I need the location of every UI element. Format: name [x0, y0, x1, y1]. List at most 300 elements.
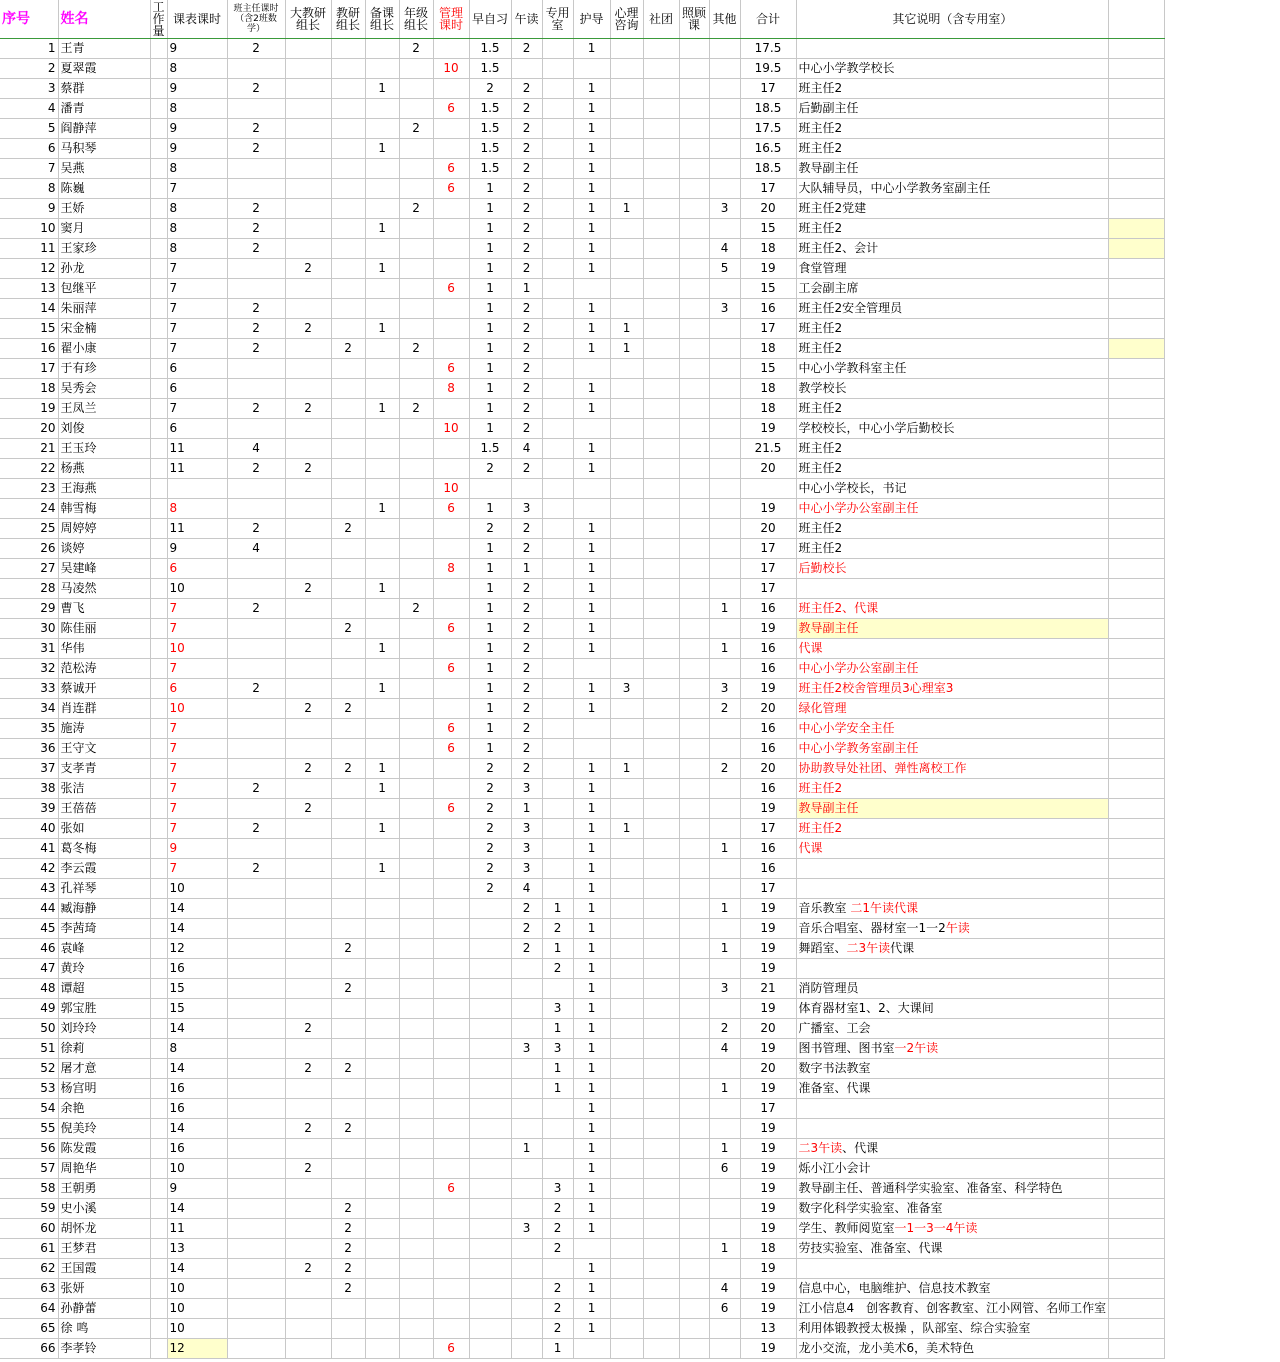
cell-hd[interactable]: 1: [573, 1138, 610, 1158]
cell-zzx[interactable]: 1: [469, 558, 511, 578]
cell-bk[interactable]: 1: [365, 678, 399, 698]
cell-jy[interactable]: [331, 918, 365, 938]
cell-djy[interactable]: [285, 298, 331, 318]
cell-sm[interactable]: [796, 498, 1109, 518]
cell-wd[interactable]: [511, 478, 542, 498]
cell-name[interactable]: 葛冬梅: [58, 838, 150, 858]
cell-st[interactable]: [643, 878, 679, 898]
cell-bk[interactable]: [365, 1318, 399, 1338]
cell-nj[interactable]: [399, 58, 433, 78]
cell-bzr[interactable]: [227, 718, 285, 738]
cell-work[interactable]: [150, 1058, 167, 1078]
cell-bk[interactable]: 1: [365, 218, 399, 238]
cell-st[interactable]: [643, 1338, 679, 1358]
cell-zy[interactable]: 2: [542, 1238, 573, 1258]
cell-zy[interactable]: [542, 658, 573, 678]
cell-idx[interactable]: 23: [0, 478, 58, 498]
cell-kb[interactable]: 8: [167, 198, 227, 218]
cell-idx[interactable]: 17: [0, 358, 58, 378]
cell-qt[interactable]: [709, 398, 740, 418]
cell-djy[interactable]: [285, 678, 331, 698]
cell-qt[interactable]: [709, 78, 740, 98]
cell-jy[interactable]: [331, 378, 365, 398]
cell-jy[interactable]: [331, 278, 365, 298]
cell-kb[interactable]: 16: [167, 1098, 227, 1118]
cell-st[interactable]: [643, 518, 679, 538]
cell-nj[interactable]: [399, 378, 433, 398]
cell-wd[interactable]: 2: [511, 758, 542, 778]
cell-zzx[interactable]: 1: [469, 638, 511, 658]
cell-djy[interactable]: 2: [285, 758, 331, 778]
cell-zy[interactable]: 3: [542, 1178, 573, 1198]
cell-sm[interactable]: [796, 998, 1109, 1018]
cell-work[interactable]: [150, 1118, 167, 1138]
cell-bzr[interactable]: [227, 58, 285, 78]
cell-zzx[interactable]: 1: [469, 358, 511, 378]
cell-hj[interactable]: 16.5: [740, 138, 796, 158]
cell-kb[interactable]: 14: [167, 1198, 227, 1218]
cell-st[interactable]: [643, 298, 679, 318]
cell-st[interactable]: [643, 678, 679, 698]
cell-nj[interactable]: [399, 358, 433, 378]
cell-bk[interactable]: [365, 1078, 399, 1098]
cell-zg[interactable]: [679, 1018, 709, 1038]
cell-sm[interactable]: [796, 358, 1109, 378]
cell-work[interactable]: [150, 478, 167, 498]
cell-kb[interactable]: 7: [167, 178, 227, 198]
cell-djy[interactable]: [285, 598, 331, 618]
cell-gl[interactable]: [433, 398, 469, 418]
cell-hd[interactable]: 1: [573, 1218, 610, 1238]
cell-name[interactable]: 阎静萍: [58, 118, 150, 138]
cell-zg[interactable]: [679, 438, 709, 458]
cell-hd[interactable]: 1: [573, 1018, 610, 1038]
cell-hj[interactable]: 17: [740, 1098, 796, 1118]
cell-qt[interactable]: [709, 778, 740, 798]
cell-bk[interactable]: [365, 438, 399, 458]
cell-djy[interactable]: [285, 1198, 331, 1218]
cell-jy[interactable]: 2: [331, 1218, 365, 1238]
cell-idx[interactable]: 9: [0, 198, 58, 218]
cell-jy[interactable]: [331, 358, 365, 378]
cell-zzx[interactable]: 1: [469, 258, 511, 278]
cell-kb[interactable]: 10: [167, 698, 227, 718]
cell-sm[interactable]: [796, 598, 1109, 618]
cell-st[interactable]: [643, 1258, 679, 1278]
cell-zy[interactable]: [542, 318, 573, 338]
cell-idx[interactable]: 11: [0, 238, 58, 258]
cell-hj[interactable]: 20: [740, 518, 796, 538]
cell-st[interactable]: [643, 1298, 679, 1318]
cell-sm[interactable]: [796, 198, 1109, 218]
cell-xl[interactable]: 1: [610, 198, 643, 218]
cell-name[interactable]: 袁峰: [58, 938, 150, 958]
cell-zg[interactable]: [679, 78, 709, 98]
cell-gl[interactable]: [433, 238, 469, 258]
cell-qt[interactable]: 1: [709, 938, 740, 958]
cell-zy[interactable]: [542, 758, 573, 778]
cell-wd[interactable]: 3: [511, 818, 542, 838]
cell-gl[interactable]: [433, 778, 469, 798]
cell-qt[interactable]: 6: [709, 1298, 740, 1318]
cell-kb[interactable]: 14: [167, 1118, 227, 1138]
cell-wd[interactable]: 3: [511, 838, 542, 858]
cell-zg[interactable]: [679, 798, 709, 818]
cell-qt[interactable]: [709, 818, 740, 838]
cell-gl[interactable]: [433, 1118, 469, 1138]
cell-zy[interactable]: [542, 158, 573, 178]
cell-zy[interactable]: 3: [542, 1038, 573, 1058]
cell-hj[interactable]: 19: [740, 1298, 796, 1318]
cell-name[interactable]: 曹飞: [58, 598, 150, 618]
cell-zg[interactable]: [679, 1158, 709, 1178]
cell-bzr[interactable]: 2: [227, 818, 285, 838]
cell-nj[interactable]: [399, 658, 433, 678]
cell-wd[interactable]: [511, 58, 542, 78]
col-header-homeroom-hours[interactable]: 班主任课时（含2班数学）: [227, 0, 285, 38]
cell-sm[interactable]: [796, 798, 1109, 818]
cell-djy[interactable]: 2: [285, 1118, 331, 1138]
cell-name[interactable]: 郭宝胜: [58, 998, 150, 1018]
cell-bzr[interactable]: [227, 558, 285, 578]
cell-nj[interactable]: [399, 738, 433, 758]
cell-nj[interactable]: [399, 418, 433, 438]
cell-sm[interactable]: [796, 898, 1109, 918]
cell-wd[interactable]: 2: [511, 518, 542, 538]
cell-xl[interactable]: [610, 938, 643, 958]
cell-idx[interactable]: 21: [0, 438, 58, 458]
cell-zy[interactable]: 2: [542, 1198, 573, 1218]
cell-hj[interactable]: 19: [740, 1038, 796, 1058]
cell-jy[interactable]: 2: [331, 1058, 365, 1078]
cell-sm[interactable]: [796, 218, 1109, 238]
cell-wd[interactable]: 2: [511, 678, 542, 698]
cell-bzr[interactable]: [227, 1278, 285, 1298]
cell-work[interactable]: [150, 1158, 167, 1178]
cell-zzx[interactable]: [469, 1158, 511, 1178]
cell-hj[interactable]: 17: [740, 578, 796, 598]
cell-xl[interactable]: [610, 958, 643, 978]
cell-st[interactable]: [643, 318, 679, 338]
cell-sm[interactable]: [796, 38, 1109, 58]
cell-bzr[interactable]: 2: [227, 198, 285, 218]
cell-djy[interactable]: [285, 1238, 331, 1258]
cell-idx[interactable]: 28: [0, 578, 58, 598]
cell-zzx[interactable]: 1: [469, 678, 511, 698]
cell-bzr[interactable]: [227, 998, 285, 1018]
cell-bzr[interactable]: [227, 838, 285, 858]
cell-hd[interactable]: 1: [573, 818, 610, 838]
cell-gl[interactable]: 6: [433, 158, 469, 178]
cell-name[interactable]: 王家珍: [58, 238, 150, 258]
cell-qt[interactable]: [709, 1258, 740, 1278]
cell-name[interactable]: 王梦君: [58, 1238, 150, 1258]
cell-sm[interactable]: [796, 918, 1109, 938]
cell-sm[interactable]: [796, 778, 1109, 798]
cell-zy[interactable]: [542, 638, 573, 658]
cell-nj[interactable]: [399, 1238, 433, 1258]
col-header-notes[interactable]: 其它说明（含专用室）: [796, 0, 1109, 38]
col-header-major-research-lead[interactable]: 大教研组长: [285, 0, 331, 38]
cell-sm[interactable]: [796, 858, 1109, 878]
cell-bzr[interactable]: [227, 798, 285, 818]
cell-sm[interactable]: [796, 658, 1109, 678]
cell-st[interactable]: [643, 1098, 679, 1118]
cell-st[interactable]: [643, 818, 679, 838]
cell-st[interactable]: [643, 978, 679, 998]
cell-zg[interactable]: [679, 478, 709, 498]
cell-gl[interactable]: [433, 678, 469, 698]
cell-idx[interactable]: 33: [0, 678, 58, 698]
cell-gl[interactable]: [433, 78, 469, 98]
cell-kb[interactable]: 7: [167, 758, 227, 778]
cell-wd[interactable]: 2: [511, 658, 542, 678]
cell-djy[interactable]: [285, 1038, 331, 1058]
cell-work[interactable]: [150, 1298, 167, 1318]
cell-zy[interactable]: [542, 218, 573, 238]
cell-nj[interactable]: [399, 958, 433, 978]
cell-xl[interactable]: [610, 1098, 643, 1118]
cell-zg[interactable]: [679, 1098, 709, 1118]
cell-nj[interactable]: [399, 1198, 433, 1218]
cell-kb[interactable]: 8: [167, 218, 227, 238]
cell-xl[interactable]: [610, 978, 643, 998]
cell-djy[interactable]: [285, 658, 331, 678]
cell-zy[interactable]: 2: [542, 918, 573, 938]
cell-name[interactable]: 王蓓蓓: [58, 798, 150, 818]
cell-name[interactable]: 马凌然: [58, 578, 150, 598]
cell-kb[interactable]: 10: [167, 1318, 227, 1338]
cell-work[interactable]: [150, 1198, 167, 1218]
cell-qt[interactable]: 5: [709, 258, 740, 278]
cell-work[interactable]: [150, 178, 167, 198]
cell-wd[interactable]: 2: [511, 618, 542, 638]
cell-kb[interactable]: 7: [167, 298, 227, 318]
cell-sm[interactable]: [796, 878, 1109, 898]
cell-sm[interactable]: [796, 1198, 1109, 1218]
cell-gl[interactable]: [433, 958, 469, 978]
cell-djy[interactable]: 2: [285, 1158, 331, 1178]
cell-gl[interactable]: [433, 698, 469, 718]
cell-st[interactable]: [643, 958, 679, 978]
cell-nj[interactable]: [399, 1078, 433, 1098]
cell-sm[interactable]: [796, 1138, 1109, 1158]
cell-bk[interactable]: 1: [365, 498, 399, 518]
cell-nj[interactable]: [399, 558, 433, 578]
cell-wd[interactable]: 2: [511, 198, 542, 218]
cell-hj[interactable]: 20: [740, 458, 796, 478]
cell-zy[interactable]: [542, 138, 573, 158]
cell-zg[interactable]: [679, 818, 709, 838]
cell-djy[interactable]: [285, 98, 331, 118]
cell-bzr[interactable]: [227, 1038, 285, 1058]
cell-hd[interactable]: 1: [573, 958, 610, 978]
cell-wd[interactable]: 2: [511, 918, 542, 938]
cell-wd[interactable]: 2: [511, 898, 542, 918]
cell-hd[interactable]: 1: [573, 578, 610, 598]
cell-work[interactable]: [150, 1098, 167, 1118]
cell-hj[interactable]: 19: [740, 1118, 796, 1138]
cell-work[interactable]: [150, 818, 167, 838]
cell-st[interactable]: [643, 1078, 679, 1098]
cell-gl[interactable]: 6: [433, 278, 469, 298]
cell-st[interactable]: [643, 578, 679, 598]
cell-xl[interactable]: [610, 218, 643, 238]
cell-idx[interactable]: 63: [0, 1278, 58, 1298]
cell-zg[interactable]: [679, 658, 709, 678]
cell-jy[interactable]: [331, 318, 365, 338]
cell-bk[interactable]: [365, 1138, 399, 1158]
cell-st[interactable]: [643, 798, 679, 818]
cell-work[interactable]: [150, 1218, 167, 1238]
cell-sm[interactable]: [796, 298, 1109, 318]
cell-name[interactable]: 李茜琦: [58, 918, 150, 938]
cell-djy[interactable]: 2: [285, 698, 331, 718]
cell-xl[interactable]: 1: [610, 338, 643, 358]
cell-gl[interactable]: 6: [433, 658, 469, 678]
cell-jy[interactable]: [331, 198, 365, 218]
cell-bk[interactable]: [365, 458, 399, 478]
cell-zg[interactable]: [679, 1278, 709, 1298]
cell-xl[interactable]: [610, 398, 643, 418]
cell-name[interactable]: 倪美玲: [58, 1118, 150, 1138]
cell-zy[interactable]: 2: [542, 958, 573, 978]
cell-sm[interactable]: [796, 1218, 1109, 1238]
cell-idx[interactable]: 47: [0, 958, 58, 978]
cell-xl[interactable]: [610, 658, 643, 678]
cell-hj[interactable]: 15: [740, 358, 796, 378]
cell-bzr[interactable]: [227, 178, 285, 198]
cell-bk[interactable]: [365, 978, 399, 998]
cell-idx[interactable]: 10: [0, 218, 58, 238]
cell-hj[interactable]: 19: [740, 498, 796, 518]
cell-hd[interactable]: 1: [573, 798, 610, 818]
cell-djy[interactable]: [285, 998, 331, 1018]
cell-bk[interactable]: [365, 598, 399, 618]
cell-zy[interactable]: 1: [542, 1338, 573, 1358]
cell-jy[interactable]: [331, 538, 365, 558]
cell-zzx[interactable]: 1.5: [469, 158, 511, 178]
cell-zg[interactable]: [679, 1298, 709, 1318]
cell-hd[interactable]: 1: [573, 1198, 610, 1218]
cell-gl[interactable]: [433, 458, 469, 478]
cell-xl[interactable]: [610, 1338, 643, 1358]
cell-work[interactable]: [150, 938, 167, 958]
cell-bzr[interactable]: 4: [227, 438, 285, 458]
cell-zzx[interactable]: [469, 478, 511, 498]
cell-hd[interactable]: 1: [573, 1078, 610, 1098]
cell-djy[interactable]: [285, 958, 331, 978]
cell-xl[interactable]: [610, 598, 643, 618]
cell-zy[interactable]: [542, 1118, 573, 1138]
cell-wd[interactable]: 1: [511, 798, 542, 818]
cell-zg[interactable]: [679, 958, 709, 978]
cell-kb[interactable]: 15: [167, 978, 227, 998]
cell-zzx[interactable]: 1.5: [469, 38, 511, 58]
cell-work[interactable]: [150, 338, 167, 358]
cell-idx[interactable]: 54: [0, 1098, 58, 1118]
cell-zzx[interactable]: 1: [469, 698, 511, 718]
cell-bzr[interactable]: [227, 278, 285, 298]
cell-bk[interactable]: [365, 958, 399, 978]
cell-name[interactable]: 黄玲: [58, 958, 150, 978]
cell-nj[interactable]: [399, 938, 433, 958]
cell-hd[interactable]: [573, 718, 610, 738]
col-header-workload[interactable]: 工作量: [150, 0, 167, 38]
cell-nj[interactable]: [399, 1298, 433, 1318]
cell-djy[interactable]: [285, 978, 331, 998]
cell-bk[interactable]: [365, 538, 399, 558]
cell-qt[interactable]: [709, 318, 740, 338]
cell-hj[interactable]: 18: [740, 338, 796, 358]
cell-hd[interactable]: 1: [573, 438, 610, 458]
cell-bk[interactable]: [365, 1158, 399, 1178]
cell-nj[interactable]: [399, 638, 433, 658]
cell-bzr[interactable]: [227, 1198, 285, 1218]
cell-st[interactable]: [643, 598, 679, 618]
cell-zg[interactable]: [679, 538, 709, 558]
cell-nj[interactable]: [399, 258, 433, 278]
cell-work[interactable]: [150, 1138, 167, 1158]
cell-xl[interactable]: [610, 38, 643, 58]
cell-name[interactable]: 王海燕: [58, 478, 150, 498]
cell-zy[interactable]: [542, 358, 573, 378]
cell-st[interactable]: [643, 358, 679, 378]
cell-idx[interactable]: 52: [0, 1058, 58, 1078]
cell-djy[interactable]: [285, 858, 331, 878]
cell-jy[interactable]: [331, 878, 365, 898]
cell-work[interactable]: [150, 1338, 167, 1358]
cell-wd[interactable]: 3: [511, 858, 542, 878]
cell-hj[interactable]: 18: [740, 398, 796, 418]
cell-qt[interactable]: [709, 1338, 740, 1358]
cell-bzr[interactable]: 2: [227, 238, 285, 258]
cell-wd[interactable]: 2: [511, 78, 542, 98]
cell-djy[interactable]: 2: [285, 258, 331, 278]
cell-hd[interactable]: 1: [573, 98, 610, 118]
cell-jy[interactable]: [331, 558, 365, 578]
cell-nj[interactable]: [399, 838, 433, 858]
cell-zy[interactable]: [542, 578, 573, 598]
cell-zg[interactable]: [679, 1118, 709, 1138]
cell-work[interactable]: [150, 1258, 167, 1278]
cell-hj[interactable]: 19: [740, 678, 796, 698]
cell-xl[interactable]: [610, 578, 643, 598]
cell-bzr[interactable]: 2: [227, 778, 285, 798]
cell-idx[interactable]: 38: [0, 778, 58, 798]
cell-nj[interactable]: [399, 578, 433, 598]
cell-idx[interactable]: 40: [0, 818, 58, 838]
cell-st[interactable]: [643, 118, 679, 138]
cell-bk[interactable]: [365, 618, 399, 638]
cell-kb[interactable]: 8: [167, 158, 227, 178]
cell-zzx[interactable]: 1: [469, 738, 511, 758]
cell-jy[interactable]: 2: [331, 698, 365, 718]
cell-jy[interactable]: [331, 638, 365, 658]
cell-idx[interactable]: 35: [0, 718, 58, 738]
cell-zzx[interactable]: 1: [469, 218, 511, 238]
cell-kb[interactable]: 12: [167, 938, 227, 958]
cell-djy[interactable]: [285, 538, 331, 558]
cell-hj[interactable]: 20: [740, 698, 796, 718]
cell-work[interactable]: [150, 838, 167, 858]
cell-jy[interactable]: [331, 138, 365, 158]
cell-gl[interactable]: [433, 1198, 469, 1218]
cell-work[interactable]: [150, 598, 167, 618]
col-header-noon-reading[interactable]: 午读: [511, 0, 542, 38]
cell-bzr[interactable]: [227, 418, 285, 438]
cell-zy[interactable]: [542, 878, 573, 898]
